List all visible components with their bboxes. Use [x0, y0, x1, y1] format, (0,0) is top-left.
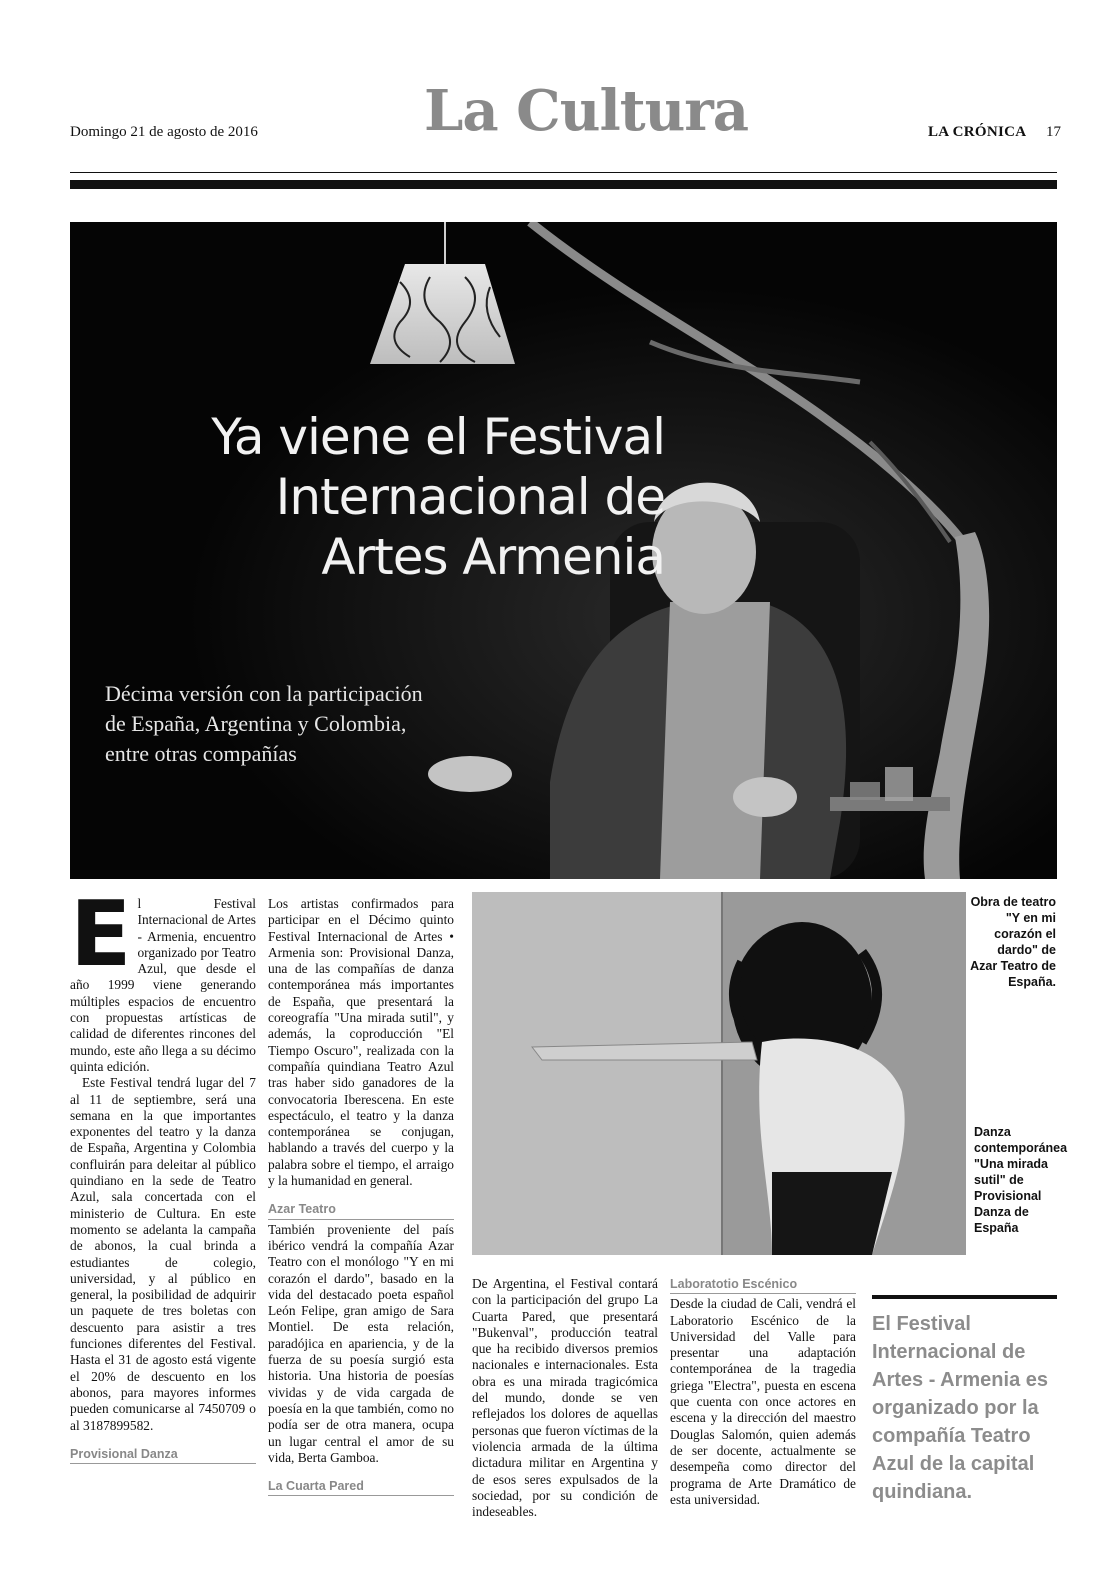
pullquote: El Festival Internacional de Artes - Armenia es organizado por la compañía Teatro Azul de la capital quindiana. [872, 1313, 1048, 1503]
article-column-1 [70, 882, 256, 1466]
article-paragraph: Este Festival tendrá lugar del 7 al 11 de septiembre, será una semana en la que importantes exponentes del teatro y la danza de España, Argentina y Colombia confluirán para deleitar al público quindiano en la sede de Teatro Azul, sala concertada con el ministerio de Cultura. En este momento se adelanta la campaña de abonos, la cual brinda a estudiantes de colegio, universidad, y al público en general, la posibilidad de adquirir un paquete de tres boletas con descuento para asistir a tres funciones diferentes del Festival. Hasta el 31 de agosto está vigente el 20% de descuento en los abonos, para mayores informes pueden comunicarse al 7450709 o al 3187899582. [70, 1075, 256, 1433]
pullquote-rule [872, 1295, 1057, 1299]
section-title: La Cultura [424, 78, 749, 144]
article-paragraph: Desde la ciudad de Cali, vendrá el Laboratorio Escénico de la Universidad del Valle para presentar una adaptación contemporánea de la tragedia griega "Electra", puesta en escena que cuenta con once actores en escena y la dirección del maestro Douglas Salomón, quien además de ser docente, actualmente se desempeña como director del programa de Arte Dramático de esta universidad. [670, 1296, 856, 1507]
subheadline-line: de España, Argentina y Colombia, [105, 711, 407, 736]
article-paragraph: Los artistas confirmados para participar en el Décimo quinto Festival Internacional de Artes • Armenia son: Provisional Danza, una de las compañías de danza contemporánea más importantes de España, que presentará la coreografía "Una mirada sutil", y además, la coproducción "El Tiempo Oscuro", realizada con la compañía quindiana Teatro Azul tras haber sido ganadores de la convocatoria Iberescena. En este espectáculo, el teatro y la danza contemporánea se conjugan, hablando a través del cuerpo y la palabra sobre el tiempo, el arraigo y la humanidad en general. [268, 896, 454, 1189]
subhead-la-cuarta-pared: La Cuarta Pared [268, 1478, 454, 1496]
caption-dance: Danza contemporánea "Una mirada sutil" de Provisional Danza de España [974, 1125, 1068, 1235]
subheadline-line: Décima versión con la participación [105, 681, 423, 706]
publication-date: Domingo 21 de agosto de 2016 [70, 124, 258, 140]
header-rule-thin [70, 172, 1057, 173]
caption-theatre: Obra de teatro "Y en mi corazón el dardo" de Azar Teatro de España. [970, 895, 1056, 989]
headline [110, 407, 665, 587]
subheadline [105, 679, 465, 769]
subhead-provisional-danza: Provisional Danza [70, 1446, 256, 1464]
article-paragraph: De Argentina, el Festival contará con la participación del grupo La Cuarta Pared, que presentará "Bukenval", producción teatral que ha recibido diversos premios nacionales e internacionales. Esta obra es una mirada tragicómica del mundo, donde se ven reflejados los dolores de aquellas personas que fueron víctimas de la violencia armada de la última dictadura militar en Argentina y de esos seres expulsados de la sociedad, por su condición de indeseables. [472, 1276, 658, 1520]
subheadline-line: entre otras compañías [105, 741, 297, 766]
newspaper-name: LA CRÓNICA [928, 124, 1027, 140]
headline-line: Ya viene el Festival [211, 408, 665, 466]
article-column-4 [670, 1276, 856, 1508]
article-paragraph: También proveniente del país ibérico vendrá la compañía Azar Teatro con el monólogo "Y en mi corazón el dardo", basado en la vida del destacado poeta español León Felipe, gran amigo de Sara Montiel. De esta relación, paradójica en apariencia, y de la fuerza de su poesía surgió esta historia. Una historia de poesías vividas y de vida cargada de poesía en la que también, como no podía ser de otra manera, ocupa un lugar central el amor de su vida, Berta Gamboa. [268, 1221, 454, 1465]
article-paragraph: l Festival Internacional de Artes - Armenia, encuentro organizado por Teatro Azul, que desde el año 1999 viene generando múltiples espacios de encuentro con propuestas artísticas de calidad de diferentes rincones del mundo, este año llega a su décimo quinta edición. [70, 896, 256, 1074]
header-rule-thick [70, 180, 1057, 189]
hero-photo [70, 222, 1057, 879]
article-column-2 [268, 896, 454, 1498]
dance-photo-illustration [472, 892, 966, 1255]
subhead-azar-teatro: Azar Teatro [268, 1201, 454, 1219]
dance-photo [472, 892, 966, 1255]
headline-line: Internacional de [275, 468, 665, 526]
subhead-laboratorio-escenico: Laboratotio Escénico [670, 1276, 856, 1294]
drop-cap: E [70, 882, 132, 987]
page-number: 17 [1046, 124, 1061, 140]
article-column-3 [472, 1276, 658, 1520]
headline-line: Artes Armenia [321, 528, 665, 586]
